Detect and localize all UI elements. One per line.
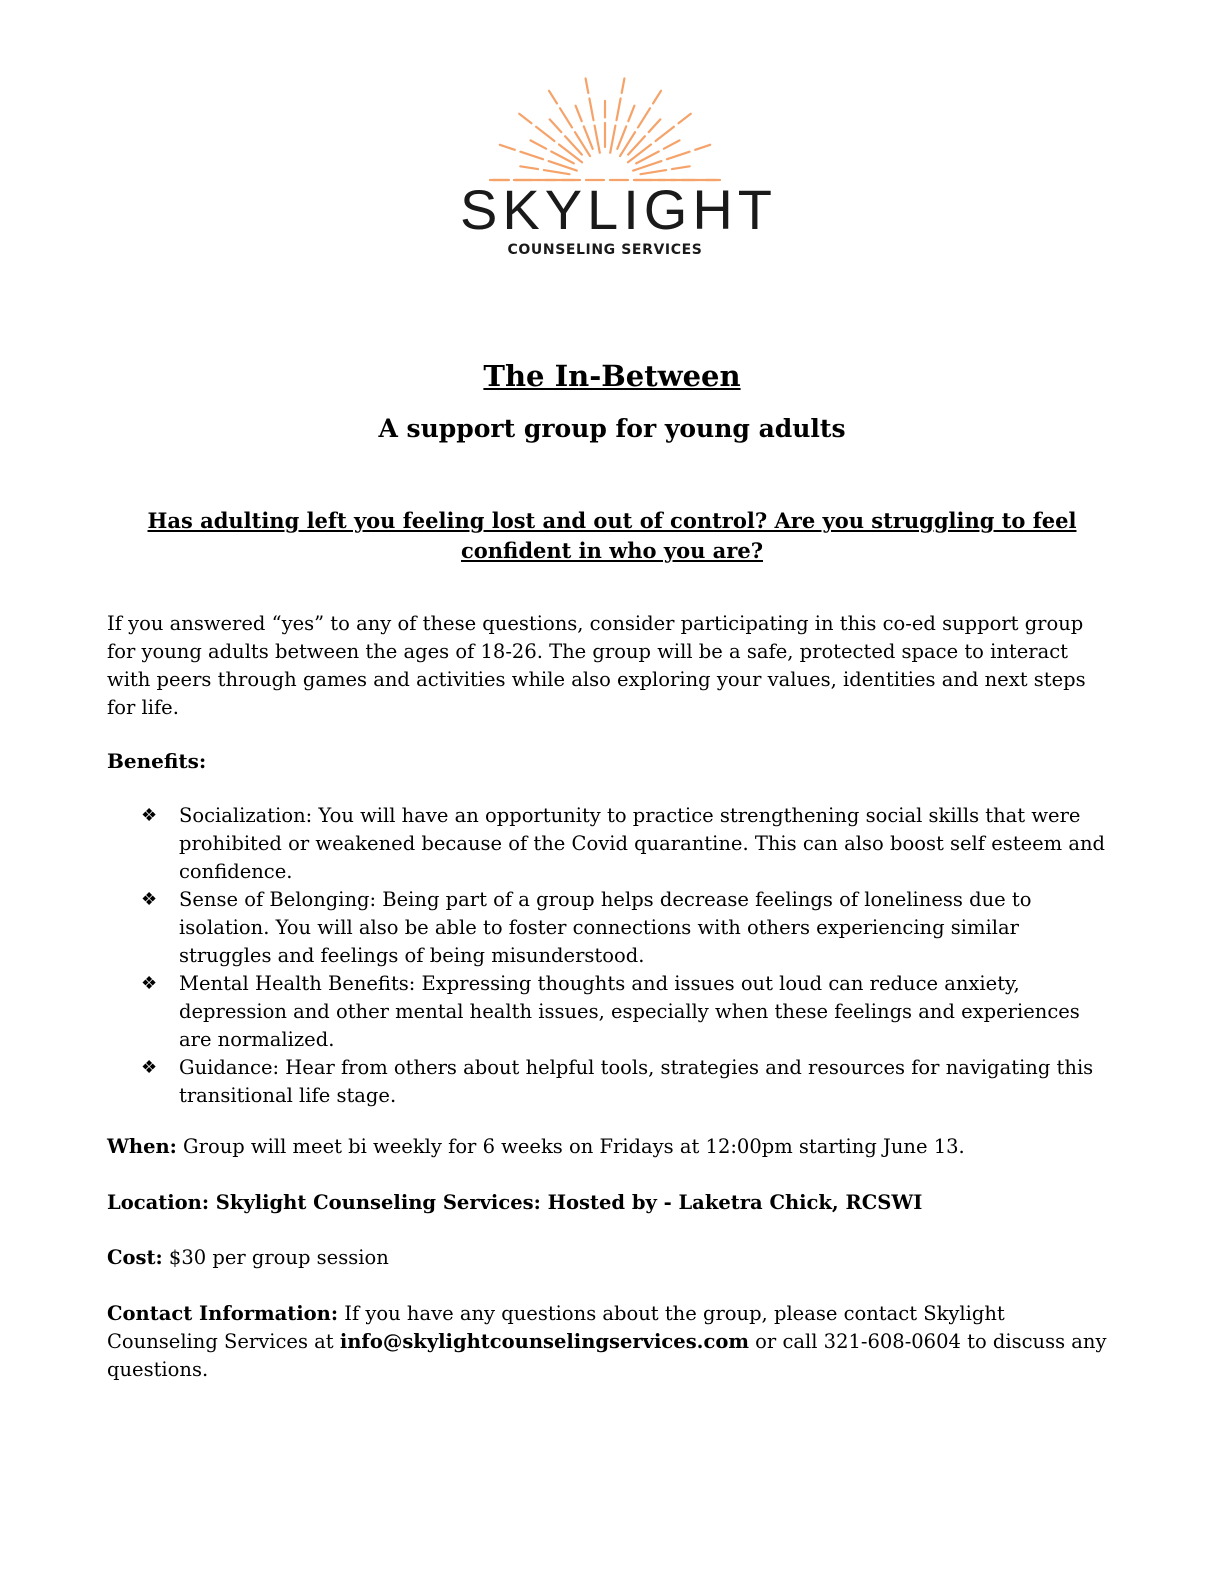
page-subtitle: A support group for young adults xyxy=(378,414,846,443)
sun-ray xyxy=(679,114,691,123)
page-title: The In-Between xyxy=(483,359,741,393)
sun-ray xyxy=(584,126,593,148)
skylight-logo xyxy=(460,62,777,272)
benefit-item xyxy=(107,802,1117,886)
sun-ray xyxy=(549,91,557,104)
sun-ray xyxy=(641,170,667,174)
logo-subtitle: COUNSELING SERVICES xyxy=(507,242,703,258)
sun-ray xyxy=(520,152,543,160)
sun-ray xyxy=(664,140,680,148)
contact-text-after: or call 321-608-0604 to discuss any questions. xyxy=(107,1330,1107,1381)
contact-text-before: If you have any questions about the group, please contact Skylight Counseling Services at xyxy=(107,1302,1005,1353)
sun-ray xyxy=(576,106,582,122)
sun-ray xyxy=(638,108,650,127)
sun-ray xyxy=(550,119,562,132)
benefit-text: Guidance: Hear from others about helpful tools, strategies and resources for navigating this transitional life stage. xyxy=(179,1056,1094,1107)
sun-ray xyxy=(653,91,661,104)
sun-ray xyxy=(519,114,531,123)
sun-ray xyxy=(649,119,661,132)
sun-ray xyxy=(617,126,626,148)
sun-ray xyxy=(500,145,515,150)
diamond-bullet-icon: ❖ xyxy=(141,1057,158,1078)
benefit-text: Sense of Belonging: Being part of a group helps decrease feelings of loneliness due to isolation. You will also be able to foster connections with others experiencing similar struggles and feelings of being misunderstood. xyxy=(179,888,1032,967)
benefit-item xyxy=(107,970,1117,1054)
sun-ray xyxy=(560,108,572,127)
intro-paragraph: If you answered “yes” to any of these questions, consider participating in this co-ed support group for young adults between the ages of 18-26. The group will be a safe, protected space to interact with peers through games and activities while also exploring your values, identities and next steps for life. xyxy=(107,612,1086,719)
sun-ray xyxy=(559,145,582,163)
cost-label: Cost: xyxy=(107,1246,163,1269)
contact-email-link[interactable]: info@skylightcounselingservices.com xyxy=(339,1330,749,1353)
sun-ray xyxy=(544,170,570,174)
sun-ray xyxy=(595,126,600,153)
sun-ray xyxy=(656,127,674,141)
sun-ray xyxy=(628,106,634,122)
diamond-bullet-icon: ❖ xyxy=(141,889,158,910)
sun-ray xyxy=(628,145,651,163)
sun-ray xyxy=(695,145,710,150)
benefit-text: Mental Health Benefits: Expressing thoughts and issues out loud can reduce anxiety, depression and other mental health issues, especially when these feelings and experiences are normalized. xyxy=(179,972,1080,1051)
benefits-list xyxy=(107,802,1117,1110)
contact-label: Contact Information: xyxy=(107,1302,339,1325)
when-label: When: xyxy=(107,1135,177,1158)
diamond-bullet-icon: ❖ xyxy=(141,973,158,994)
benefit-item xyxy=(107,1054,1117,1110)
benefit-text: Socialization: You will have an opportunity to practice strengthening social skills that were prohibited or weakened because of the Covid quarantine. This can also boost self esteem and confidence. xyxy=(179,804,1106,883)
benefit-item xyxy=(107,886,1117,970)
cost-text: $30 per group session xyxy=(162,1246,389,1269)
sun-ray xyxy=(531,140,547,148)
headline-question: Has adulting left you feeling lost and out of control? Are you struggling to feel confident in who you are? xyxy=(147,508,1077,563)
contact-info xyxy=(107,1300,1117,1384)
sun-ray xyxy=(610,126,615,153)
sun-ray xyxy=(672,166,690,169)
location-info: Location: Skylight Counseling Services: Hosted by - Laketra Chick, RCSWI xyxy=(107,1191,923,1214)
logo-name: SKYLIGHT xyxy=(460,178,777,241)
sun-ray xyxy=(589,99,593,121)
benefits-heading: Benefits: xyxy=(107,749,207,773)
sunburst-icon xyxy=(460,62,760,192)
when-info xyxy=(107,1133,1117,1161)
cost-info xyxy=(107,1244,1117,1272)
sun-ray xyxy=(520,166,538,169)
sun-ray xyxy=(617,99,621,121)
sun-ray xyxy=(622,79,625,94)
when-text: Group will meet bi weekly for 6 weeks on Fridays at 12:00pm starting June 13. xyxy=(176,1135,965,1158)
sun-ray xyxy=(667,152,690,160)
diamond-bullet-icon: ❖ xyxy=(141,805,158,826)
sun-ray xyxy=(586,79,589,94)
sun-ray xyxy=(536,127,554,141)
